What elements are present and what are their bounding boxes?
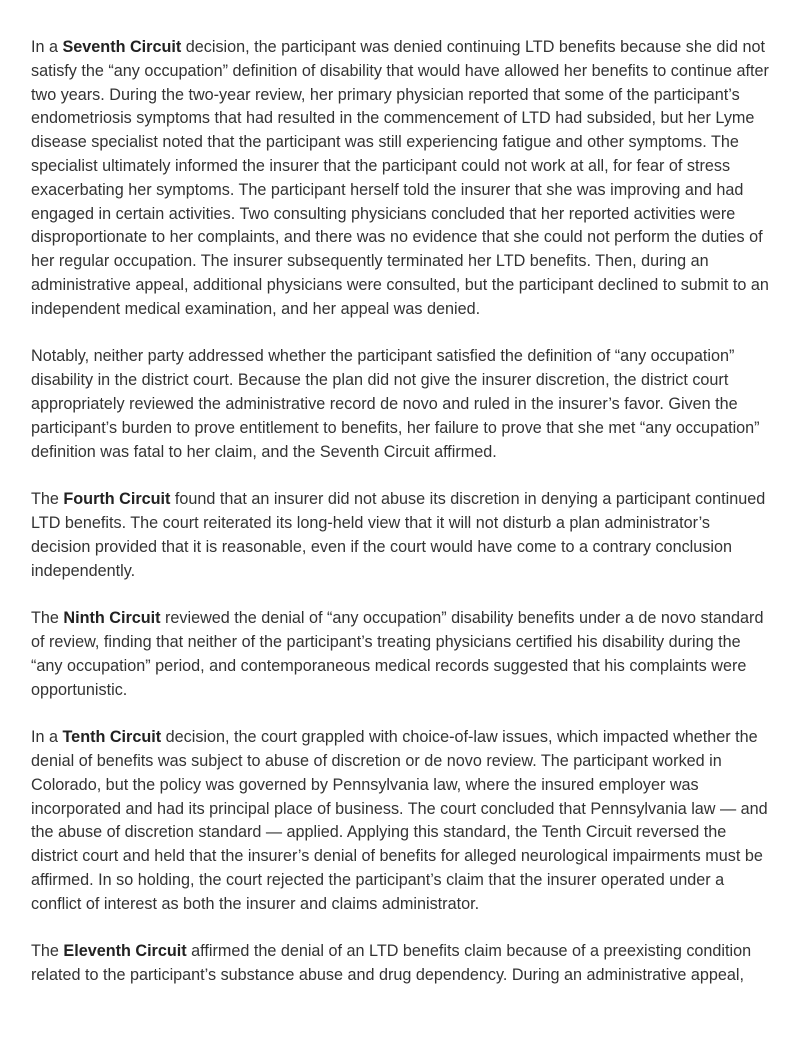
paragraph-text: affirmed the denial of an LTD benefits claim because of a preexisting condition related to the participant’s substance abuse and drug dependency. During an administrative appeal, (31, 942, 752, 985)
paragraph-eleventh-circuit (31, 940, 771, 988)
paragraph-lead: The (31, 490, 64, 509)
paragraph-tenth-circuit (31, 726, 771, 916)
paragraph-ninth-circuit (31, 607, 771, 702)
court-name: Tenth Circuit (62, 728, 162, 747)
paragraph-lead: The (31, 609, 64, 628)
paragraph-text: reviewed the denial of “any occupation” disability benefits under a de novo standard of review, finding that neither of the participant’s treating physicians certified his disability during the “any occupation” period, and contemporaneous medical records suggested that his complaints were opportunistic. (31, 609, 764, 699)
paragraph-fourth-circuit (31, 488, 771, 583)
court-name: Eleventh Circuit (63, 942, 187, 961)
court-name: Fourth Circuit (63, 490, 171, 509)
paragraph-text: Notably, neither party addressed whether the participant satisfied the definition of “any occupation” disability in the district court. Because the plan did not give the insurer discretion, the district court appropriately reviewed the administrative record de novo and ruled in the insurer’s favor. Given the participant’s burden to prove entitlement to benefits, her failure to prove that she met “any occupation” definition was fatal to her claim, and the Seventh Circuit affirmed. (31, 347, 760, 461)
paragraph-lead: In a (31, 38, 63, 56)
paragraph-text: found that an insurer did not abuse its discretion in denying a participant continued LTD benefits. The court reiterated its long-held view that it will not disturb a plan administrator’s decision provided that it is reasonable, even if the court would have come to a contrary conclusion independently. (31, 490, 766, 580)
paragraph-seventh-circuit (31, 36, 771, 322)
paragraph-text: decision, the court grappled with choice-of-law issues, which impacted whether the denial of benefits was subject to abuse of discretion or de novo review. The participant worked in Colorado, but the policy was governed by Pennsylvania law, where the insured employer was incorporated and had its principal place of business. The court concluded that Pennsylvania law — and the abuse of discretion standard — applied. Applying this standard, the Tenth Circuit reversed the district court and held that the insurer’s denial of benefits for alleged neurological impairments must be affirmed. In so holding, the court rejected the participant’s claim that the insurer operated under a conflict of interest as both the insurer and claims administrator. (31, 728, 768, 913)
document-body (31, 36, 771, 1012)
paragraph-notably (31, 345, 771, 464)
paragraph-lead: The (31, 942, 64, 961)
court-name: Ninth Circuit (63, 609, 161, 628)
paragraph-lead: In a (31, 728, 63, 747)
paragraph-text: decision, the participant was denied continuing LTD benefits because she did not satisfy the “any occupation” definition of disability that would have allowed her benefits to continue after two years. During the two-year review, her primary physician reported that some of the participant’s endometriosis symptoms that had resulted in the commencement of LTD had subsided, but her Lyme disease specialist noted that the participant was still experiencing fatigue and other symptoms. The specialist ultimately informed the insurer that the participant could not work at all, for fear of stress exacerbating her symptoms. The participant herself told the insurer that she was improving and had engaged in certain activities. Two consulting physicians concluded that her reported activities were disproportionate to her complaints, and there was no evidence that she could not perform the duties of her regular occupation. The insurer subsequently terminated her LTD benefits. Then, during an administrative appeal, additional physicians were consulted, but the participant declined to submit to an independent medical examination, and her appeal was denied. (31, 38, 769, 318)
court-name: Seventh Circuit (62, 38, 182, 56)
